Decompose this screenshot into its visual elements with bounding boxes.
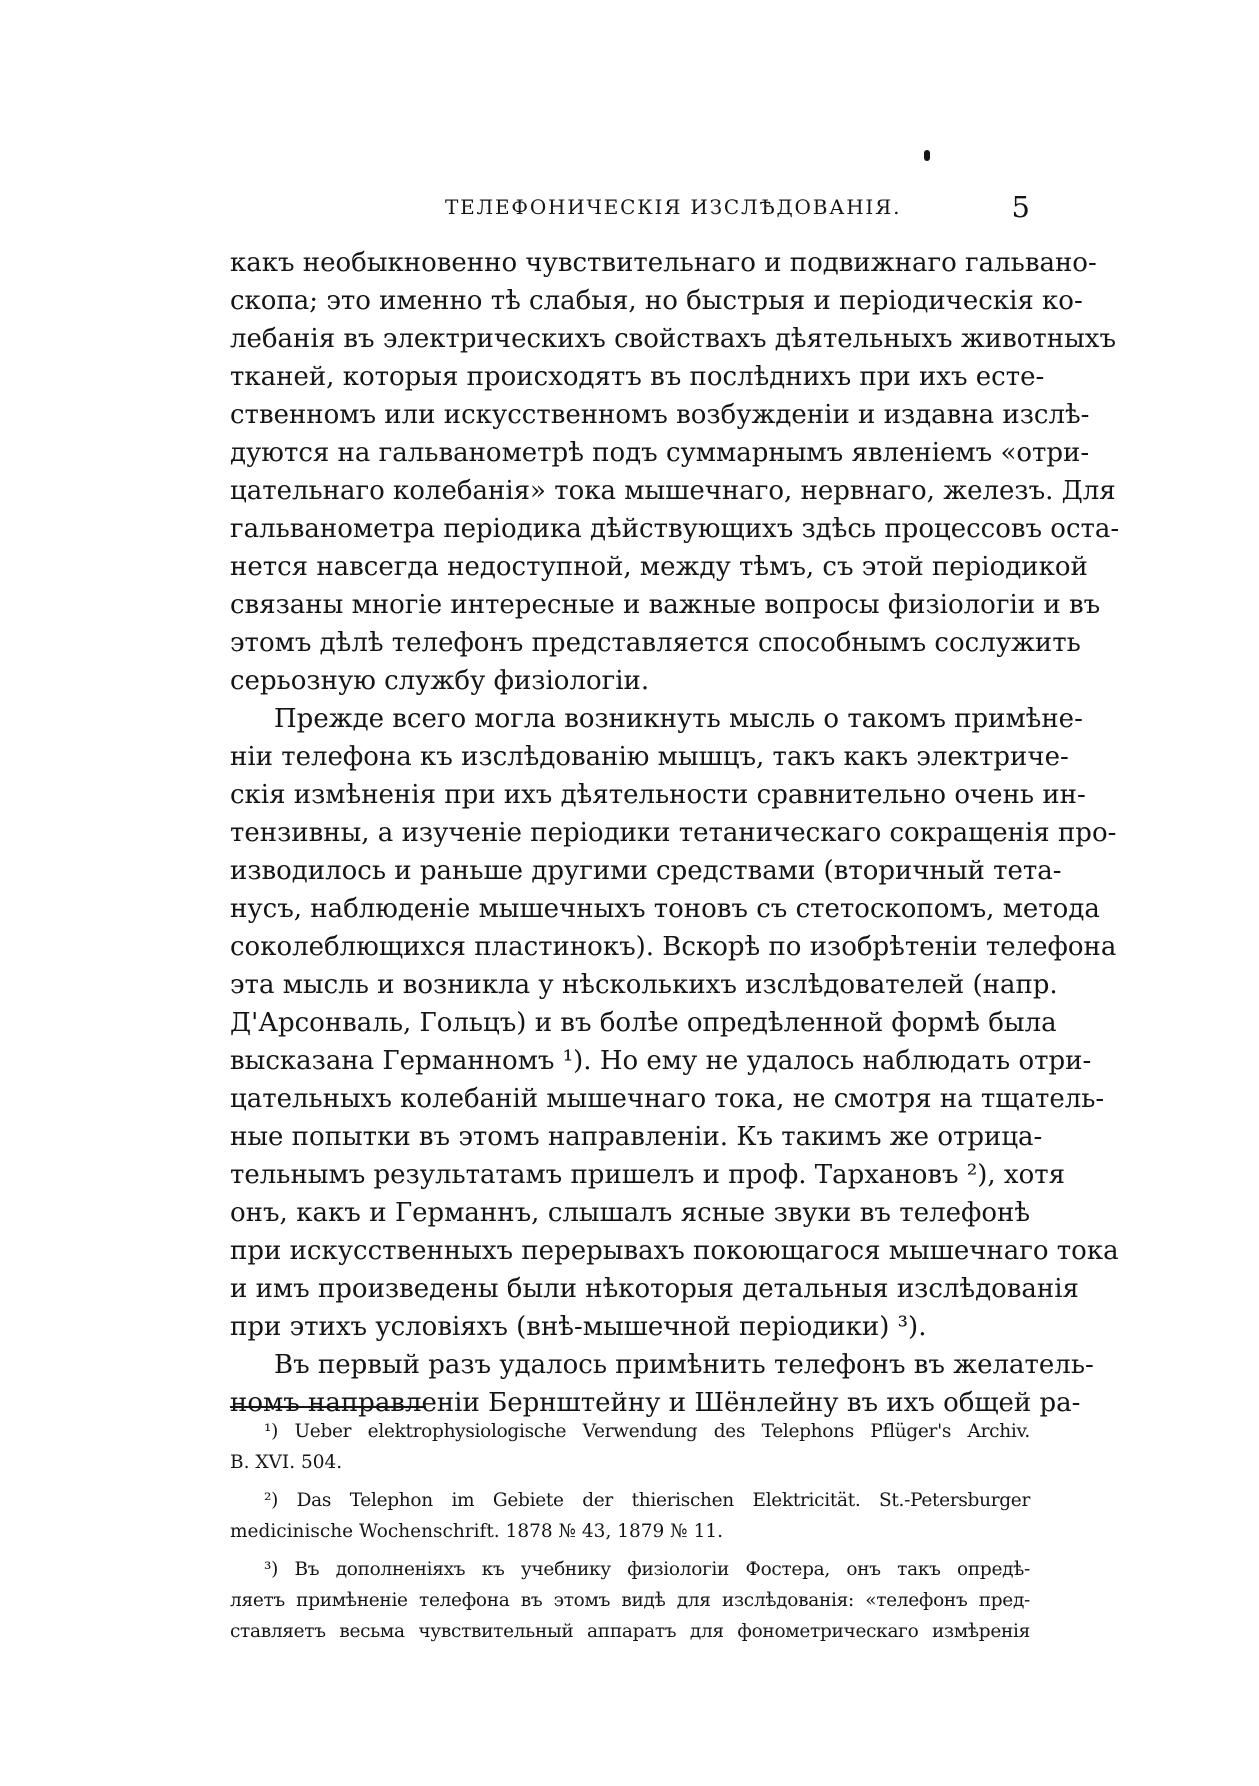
running-title: ТЕЛЕФОНИЧЕСКІЯ ИЗСЛѢДОВАНІЯ. [445, 195, 902, 219]
footnote-line: ²) Das Telephon im Gebiete der thierischen Elektricität. St.-Petersburger [264, 1490, 1030, 1511]
body-line: связаны многіе интересные и важные вопросы физіологіи и въ [230, 590, 1101, 620]
footnotes [230, 1416, 1030, 1647]
body-text [230, 244, 1120, 1422]
body-line: цательнаго колебанія» тока мышечнаго, нервнаго, железъ. Для [230, 476, 1116, 506]
footnote-line: B. XVI. 504. [230, 1452, 343, 1473]
body-line: эта мысль и возникла у нѣсколькихъ изслѣдователей (напр. [230, 970, 1058, 1000]
body-line: онъ, какъ и Германнъ, слышалъ ясные звуки въ телефонѣ [230, 1198, 1030, 1228]
ink-speck [924, 150, 930, 161]
body-line: какъ необыкновенно чувствительнаго и подвижнаго гальвано- [230, 248, 1097, 278]
body-line: изводилось и раньше другими средствами (вторичный тета- [230, 856, 1062, 886]
body-line: при этихъ условіяхъ (внѣ-мышечной періодики) ³). [230, 1312, 927, 1342]
body-line: гальванометра періодика дѣйствующихъ здѣсь процессовъ оста- [230, 514, 1120, 544]
body-line: соколеблющихся пластинокъ). Вскорѣ по изобрѣтеніи телефона [230, 932, 1117, 962]
body-line: этомъ дѣлѣ телефонъ представляется способнымъ сослужить [230, 628, 1081, 658]
body-line: дуются на гальванометрѣ подъ суммарнымъ явленіемъ «отри- [230, 438, 1090, 468]
footnote-divider [230, 1406, 426, 1408]
body-line: скія измѣненія при ихъ дѣятельности сравнительно очень ин- [230, 780, 1086, 810]
footnote-line: ¹) Ueber elektrophysiologische Verwendung des Telephons Pflüger's Archiv. [264, 1421, 1030, 1442]
body-line: тельнымъ результатамъ пришелъ и проф. Тархановъ ²), хотя [230, 1160, 1066, 1190]
body-line: тканей, которыя происходятъ въ послѣднихъ при ихъ есте- [230, 362, 1045, 392]
body-line: нется навсегда недоступной, между тѣмъ, съ этой періодикой [230, 552, 1088, 582]
body-line: цательныхъ колебаній мышечнаго тока, не смотря на тщатель- [230, 1084, 1105, 1114]
body-line: нусъ, наблюденіе мышечныхъ тоновъ съ стетоскопомъ, метода [230, 894, 1100, 924]
body-line: ственномъ или искусственномъ возбужденіи и издавна изслѣ- [230, 400, 1090, 430]
body-line: Въ первый разъ удалось примѣнить телефонъ въ желатель- [274, 1350, 1094, 1380]
body-line: ные попытки въ этомъ направленіи. Къ такимъ же отрица- [230, 1122, 1043, 1152]
body-line: номъ направленіи Бернштейну и Шёнлейну въ ихъ общей ра- [230, 1388, 1081, 1418]
body-line: и имъ произведены были нѣкоторыя детальныя изслѣдованія [230, 1274, 1079, 1304]
body-line: Прежде всего могла возникнуть мысль о такомъ примѣне- [274, 704, 1083, 734]
footnote-line: ляетъ примѣненіе телефона въ этомъ видѣ для изслѣдованія: «телефонъ пред- [230, 1590, 1030, 1611]
body-line: серьозную службу физіологіи. [230, 666, 650, 696]
footnote-line: ³) Въ дополненіяхъ къ учебнику физіологіи Фостера, онъ такъ опредѣ- [264, 1559, 1030, 1580]
body-line: высказана Германномъ ¹). Но ему не удалось наблюдать отри- [230, 1046, 1092, 1076]
body-line: лебанія въ электрическихъ свойствахъ дѣятельныхъ животныхъ [230, 324, 1116, 354]
page-number: 5 [1011, 190, 1030, 224]
body-line: Д'Арсонваль, Гольцъ) и въ болѣе опредѣленной формѣ была [230, 1008, 1057, 1038]
footnote-line: medicinische Wochenschrift. 1878 № 43, 1879 № 11. [230, 1521, 723, 1542]
body-line: скопа; это именно тѣ слабыя, но быстрыя и періодическія ко- [230, 286, 1083, 316]
body-line: ніи телефона къ изслѣдованію мышцъ, такъ какъ электриче- [230, 742, 1069, 772]
running-header [230, 190, 1030, 224]
footnote-line: ставляетъ весьма чувствительный аппаратъ для фонометрическаго измѣренія [230, 1621, 1030, 1642]
body-line: при искусственныхъ перерывахъ покоющагося мышечнаго тока [230, 1236, 1119, 1266]
body-line: тензивны, а изученіе періодики тетаническаго сокращенія про- [230, 818, 1117, 848]
